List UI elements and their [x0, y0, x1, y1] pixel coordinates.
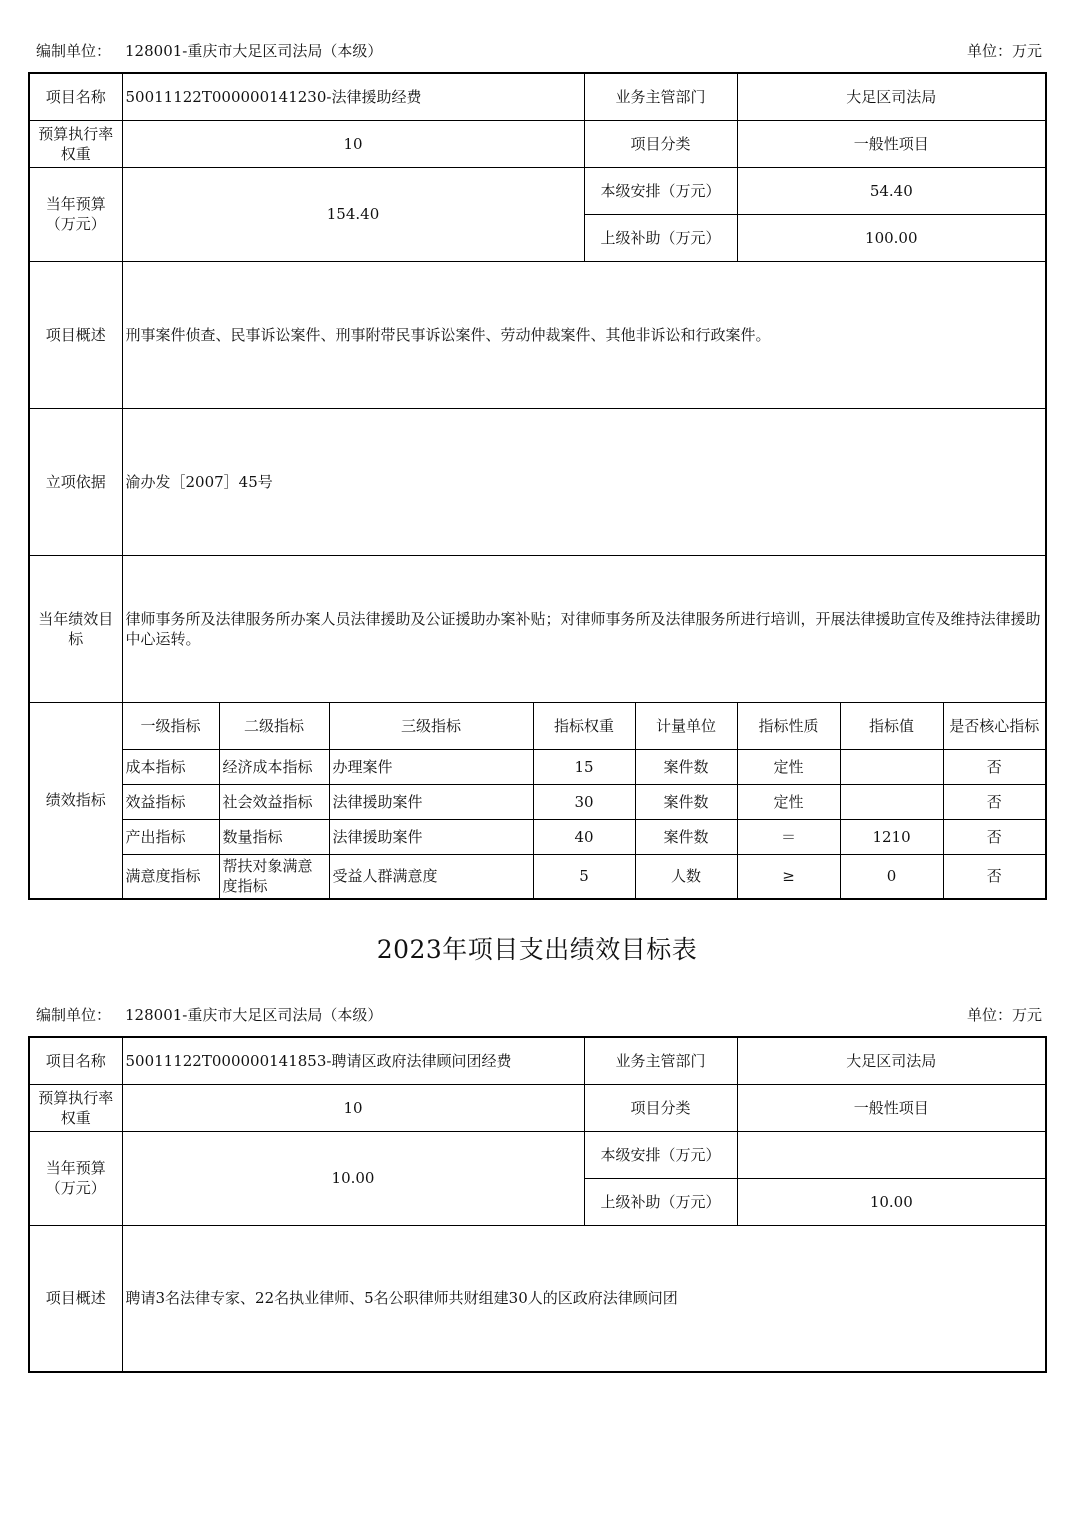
- indicator-header: 指标性质: [737, 702, 840, 749]
- value-weight: 10: [122, 1084, 584, 1131]
- indicator-cell: 0: [840, 854, 943, 899]
- value-project-name: 50011122T000000141853-聘请区政府法律顾问团经费: [122, 1037, 584, 1084]
- label-goal: 当年绩效目标: [29, 555, 122, 702]
- indicator-cell: 经济成本指标: [219, 749, 329, 784]
- label-weight: 预算执行率权重: [29, 1084, 122, 1131]
- label-overview: 项目概述: [29, 261, 122, 408]
- value-overview: 刑事案件侦查、民事诉讼案件、刑事附带民事诉讼案件、劳动仲裁案件、其他非诉讼和行政案件。: [122, 261, 1046, 408]
- label-indicators: 绩效指标: [29, 702, 122, 899]
- document-title: 2023年项目支出绩效目标表: [376, 935, 698, 964]
- indicator-cell: 案件数: [635, 749, 737, 784]
- indicator-cell: 1210: [840, 819, 943, 854]
- performance-table-2: [28, 1036, 1047, 1373]
- value-own: [737, 1131, 1046, 1178]
- indicator-cell: [840, 784, 943, 819]
- indicator-row: [29, 784, 1046, 819]
- compiler-org: 128001-重庆市大足区司法局（本级）: [125, 42, 383, 60]
- indicator-cell: 30: [533, 784, 635, 819]
- table2-meta: [36, 1004, 1042, 1024]
- compiler-label: 编制单位： 128001-重庆市大足区司法局（本级）: [36, 1006, 383, 1024]
- compiler-org: 128001-重庆市大足区司法局（本级）: [125, 1006, 383, 1024]
- indicator-cell: 否: [943, 784, 1046, 819]
- label-own: 本级安排（万元）: [584, 1131, 737, 1178]
- indicator-row: [29, 854, 1046, 899]
- indicator-header: 计量单位: [635, 702, 737, 749]
- label-budget: 当年预算（万元）: [29, 1131, 122, 1225]
- value-overview: 聘请3名法律专家、22名执业律师、5名公职律师共财组建30人的区政府法律顾问团: [122, 1225, 1046, 1372]
- indicator-cell: 定性: [737, 784, 840, 819]
- indicator-cell: 产出指标: [122, 819, 219, 854]
- indicator-cell: 数量指标: [219, 819, 329, 854]
- indicator-cell: 否: [943, 749, 1046, 784]
- indicator-header: 二级指标: [219, 702, 329, 749]
- label-budget: 当年预算（万元）: [29, 167, 122, 261]
- value-weight: 10: [122, 120, 584, 167]
- value-own: 54.40: [737, 167, 1046, 214]
- indicator-cell: 案件数: [635, 784, 737, 819]
- value-goal: 律师事务所及法律服务所办案人员法律援助及公证援助办案补贴；对律师事务所及法律服务所进行培训，开展法律援助宣传及维持法律援助中心运转。: [122, 555, 1046, 702]
- indicator-header: 是否核心指标: [943, 702, 1046, 749]
- table1-meta: [36, 40, 1042, 60]
- indicator-cell: 案件数: [635, 819, 737, 854]
- label-weight: 预算执行率权重: [29, 120, 122, 167]
- indicator-cell: 定性: [737, 749, 840, 784]
- indicator-cell: ≥: [737, 854, 840, 899]
- label-upper: 上级补助（万元）: [584, 1178, 737, 1225]
- indicator-row: [29, 819, 1046, 854]
- indicator-cell: 5: [533, 854, 635, 899]
- label-overview: 项目概述: [29, 1225, 122, 1372]
- label-project-name: 项目名称: [29, 73, 122, 120]
- currency-unit: 单位：万元: [966, 42, 1042, 60]
- label-category: 项目分类: [584, 120, 737, 167]
- value-upper: 100.00: [737, 214, 1046, 261]
- indicator-header: 三级指标: [329, 702, 533, 749]
- indicator-cell: 社会效益指标: [219, 784, 329, 819]
- indicator-cell: 成本指标: [122, 749, 219, 784]
- indicator-cell: 否: [943, 854, 1046, 899]
- label-upper: 上级补助（万元）: [584, 214, 737, 261]
- indicator-cell: 否: [943, 819, 1046, 854]
- value-category: 一般性项目: [737, 120, 1046, 167]
- label-project-name: 项目名称: [29, 1037, 122, 1084]
- indicator-cell: 帮扶对象满意度指标: [219, 854, 329, 899]
- indicator-cell: [840, 749, 943, 784]
- value-budget: 154.40: [122, 167, 584, 261]
- indicator-cell: 办理案件: [329, 749, 533, 784]
- value-basis: 渝办发［2007］45号: [122, 408, 1046, 555]
- indicator-cell: ＝: [737, 819, 840, 854]
- indicator-cell: 15: [533, 749, 635, 784]
- label-basis: 立项依据: [29, 408, 122, 555]
- value-project-name: 50011122T000000141230-法律援助经费: [122, 73, 584, 120]
- label-dept: 业务主管部门: [584, 73, 737, 120]
- indicator-cell: 人数: [635, 854, 737, 899]
- indicator-cell: 效益指标: [122, 784, 219, 819]
- value-category: 一般性项目: [737, 1084, 1046, 1131]
- indicator-header: 指标权重: [533, 702, 635, 749]
- label-dept: 业务主管部门: [584, 1037, 737, 1084]
- compiler-label: 编制单位： 128001-重庆市大足区司法局（本级）: [36, 42, 383, 60]
- value-upper: 10.00: [737, 1178, 1046, 1225]
- indicator-cell: 满意度指标: [122, 854, 219, 899]
- value-dept: 大足区司法局: [737, 1037, 1046, 1084]
- indicator-cell: 法律援助案件: [329, 819, 533, 854]
- value-dept: 大足区司法局: [737, 73, 1046, 120]
- value-budget: 10.00: [122, 1131, 584, 1225]
- indicator-cell: 法律援助案件: [329, 784, 533, 819]
- indicator-row: [29, 749, 1046, 784]
- performance-table-1: [28, 72, 1047, 900]
- currency-unit: 单位：万元: [966, 1006, 1042, 1024]
- label-own: 本级安排（万元）: [584, 167, 737, 214]
- label-category: 项目分类: [584, 1084, 737, 1131]
- indicator-header: 指标值: [840, 702, 943, 749]
- indicator-header: 一级指标: [122, 702, 219, 749]
- indicator-cell: 40: [533, 819, 635, 854]
- indicator-cell: 受益人群满意度: [329, 854, 533, 899]
